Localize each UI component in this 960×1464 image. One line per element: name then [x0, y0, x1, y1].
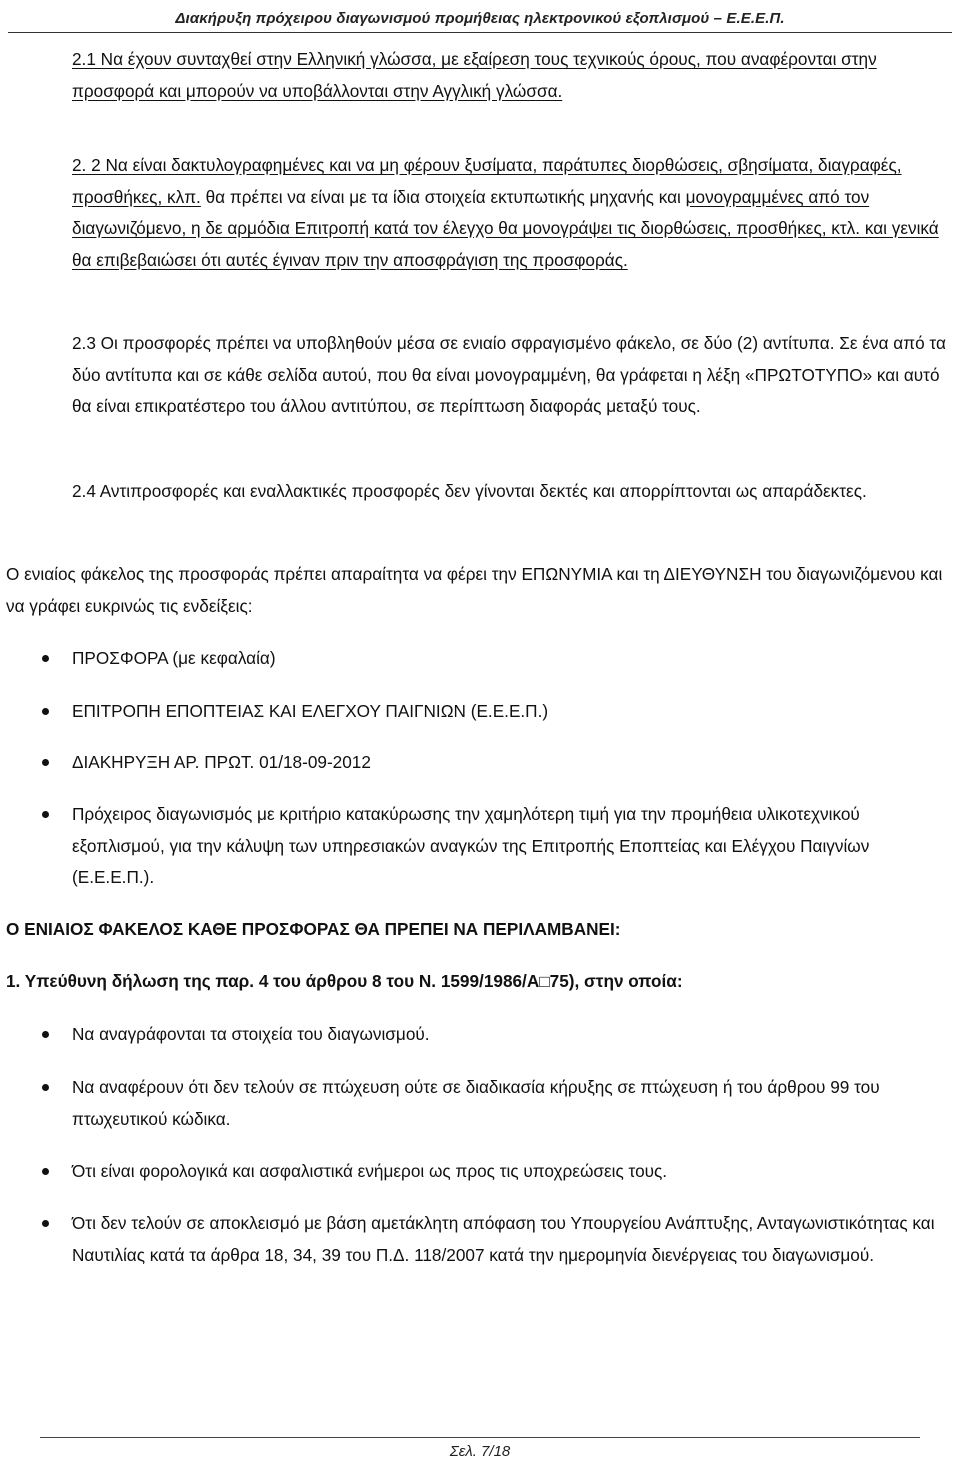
envelope-intro: Ο ενιαίος φάκελος της προσφοράς πρέπει απαραίτητα να φέρει την ΕΠΩΝΥΜΙΑ και τη ΔΙΕΥΘΥΝΣΗ του διαγωνιζόμενου και να γράφει ευκρινώς τις ενδείξεις: [6, 564, 943, 616]
envelope-item: ΔΙΑΚΗΡΥΞΗ ΑΡ. ΠΡΩΤ. 01/18-09-2012 [72, 747, 950, 779]
page-header: Διακήρυξη πρόχειρου διαγωνισμού προμήθειας ηλεκτρονικού εξοπλισμού – Ε.Ε.Ε.Π. [175, 10, 785, 27]
envelope-item: ΕΠΙΤΡΟΠΗ ΕΠΟΠΤΕΙΑΣ ΚΑΙ ΕΛΕΓΧΟΥ ΠΑΙΓΝΙΩΝ (Ε.Ε.Ε.Π.) [72, 696, 950, 728]
footer-rule [40, 1437, 920, 1438]
envelope-item: Πρόχειρος διαγωνισμός με κριτήριο κατακύρωσης την χαμηλότερη τιμή για την προμήθεια υλικοτεχνικού εξοπλισμού, για την κάλυψη των υπηρεσιακών αναγκών της Επιτροπής Εποπτείας και Ελέγχου Παιγνίων (Ε.Ε.Ε.Π.). [72, 799, 950, 894]
paragraph-2-2-part-c: μονογραμμένες από τον διαγωνιζόμενο, η δε αρμόδια Επιτροπή κατά τον έλεγχο θα μονογράψει τις διορθώσεις, προσθήκες, κτλ. και γενικά θα επιβεβαιώσει ότι αυτές έγιναν πριν την αποσφράγιση της προσφοράς. [72, 186, 939, 270]
header-rule [8, 32, 952, 33]
paragraph-2-4: 2.4 Αντιπροσφορές και εναλλακτικές προσφορές δεν γίνονται δεκτές και απορρίπτονται ως απαράδεκτες. [72, 481, 867, 501]
declaration-item: Ότι είναι φορολογικά και ασφαλιστικά ενήμεροι ως προς τις υποχρεώσεις τους. [72, 1156, 950, 1188]
heading-declaration: 1. Υπεύθυνη δήλωση της παρ. 4 του άρθρου 8 του Ν. 1599/1986/Α□75), στην οποία: [6, 971, 683, 991]
bullet-icon [42, 708, 49, 715]
page-number: Σελ. 7/18 [449, 1443, 511, 1460]
envelope-item: ΠΡΟΣΦΟΡΑ (με κεφαλαία) [72, 643, 950, 675]
paragraph-2-1: 2.1 Να έχουν συνταχθεί στην Ελληνική γλώσσα, με εξαίρεση τους τεχνικούς όρους, που αναφέρονται στην προσφορά και μπορούν να υποβάλλονται στην Αγγλική γλώσσα. [72, 49, 877, 101]
declaration-item: Να αναφέρουν ότι δεν τελούν σε πτώχευση ούτε σε διαδικασία κήρυξης σε πτώχευση ή του άρθρου 99 του πτωχευτικού κώδικα. [72, 1072, 950, 1135]
bullet-icon [42, 759, 49, 766]
declaration-item: Ότι δεν τελούν σε αποκλεισμό με βάση αμετάκλητη απόφαση του Υπουργείου Ανάπτυξης, Ανταγωνιστικότητας και Ναυτιλίας κατά τα άρθρα 18, 34, 39 του Π.Δ. 118/2007 κατά την ημερομηνία διενέργειας του διαγωνισμού. [72, 1208, 950, 1271]
declaration-item: Να αναγράφονται τα στοιχεία του διαγωνισμού. [72, 1019, 950, 1051]
bullet-icon [42, 1031, 49, 1038]
heading-contents: Ο ΕΝΙΑΙΟΣ ΦΑΚΕΛΟΣ ΚΑΘΕ ΠΡΟΣΦΟΡΑΣ ΘΑ ΠΡΕΠΕΙ ΝΑ ΠΕΡΙΛΑΜΒΑΝΕΙ: [6, 919, 621, 939]
paragraph-2-3: 2.3 Οι προσφορές πρέπει να υποβληθούν μέσα σε ενιαίο σφραγισμένο φάκελο, σε δύο (2) αντίτυπα. Σε ένα από τα δύο αντίτυπα και σε κάθε σελίδα αυτού, που θα είναι μονογραμμένη, θα γράφεται η λέξη «ΠΡΩΤΟΤΥΠΟ» και αυτό θα είναι επικρατέστερο του άλλου αντιτύπου, σε περίπτωση διαφοράς μεταξύ τους. [72, 333, 946, 416]
bullet-icon [42, 655, 49, 662]
bullet-icon [42, 1220, 49, 1227]
paragraph-2-2 [72, 150, 950, 276]
bullet-icon [42, 1084, 49, 1091]
paragraph-2-2-part-b: θα πρέπει να είναι με τα ίδια στοιχεία εκτυπωτικής μηχανής και [205, 186, 681, 207]
bullet-icon [42, 1168, 49, 1175]
bullet-icon [42, 811, 49, 818]
paragraph-2-2-part-a: 2. 2 Να είναι δακτυλογραφημένες και να μη φέρουν ξυσίματα, παράτυπες διορθώσεις, σβησίματα, διαγραφές, προσθήκες, κλπ. [72, 155, 902, 207]
